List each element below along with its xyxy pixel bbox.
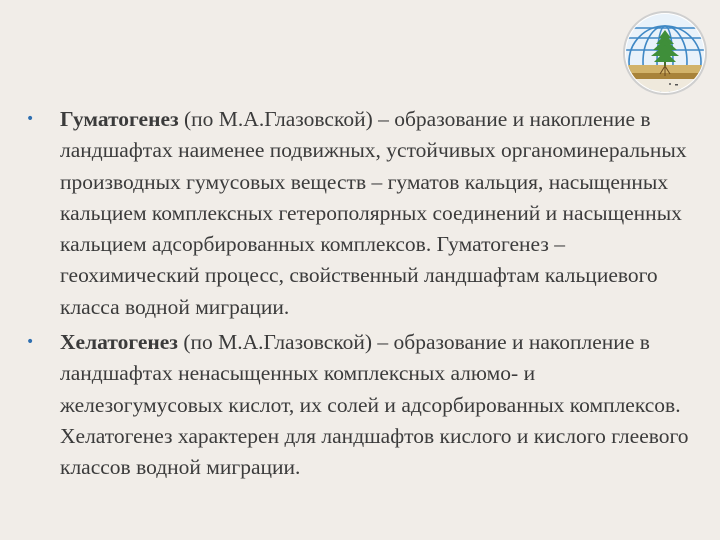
- term-humatogenesis: Гуматогенез: [60, 107, 179, 131]
- definition-chelatogenesis: (по М.А.Глазовской) – образование и накопление в ландшафтах ненасыщенных комплексных алюмо- и железогумусовых кислот, их солей и адсорбированных комплексов. Хелатогенез характерен для ландшафтов кислого и кислого глеевого классов водной миграции.: [60, 330, 689, 480]
- bullet-item-chelatogenesis: [26, 327, 694, 483]
- globe-tree-logo: [622, 10, 708, 96]
- globe-tree-icon: [622, 10, 708, 96]
- term-chelatogenesis: Хелатогенез: [60, 330, 178, 355]
- bullet-icon: •: [26, 334, 35, 351]
- definition-humatogenesis: (по М.А.Глазовской) – образование и накопление в ландшафтах наименее подвижных, устойчивых органоминеральных производных гумусовых веществ – гуматов кальция, насыщенных кальцием комплексных гетерополярных соединений и насыщенных кальцием адсорбированных комплексов. Гуматогенез – геохимический процесс, свойственный ландшафтам кальциевого класса водной миграции.: [60, 107, 687, 319]
- slide-content: [26, 104, 694, 488]
- bullet-item-humatogenesis: [26, 104, 694, 323]
- bullet-icon: •: [26, 111, 35, 127]
